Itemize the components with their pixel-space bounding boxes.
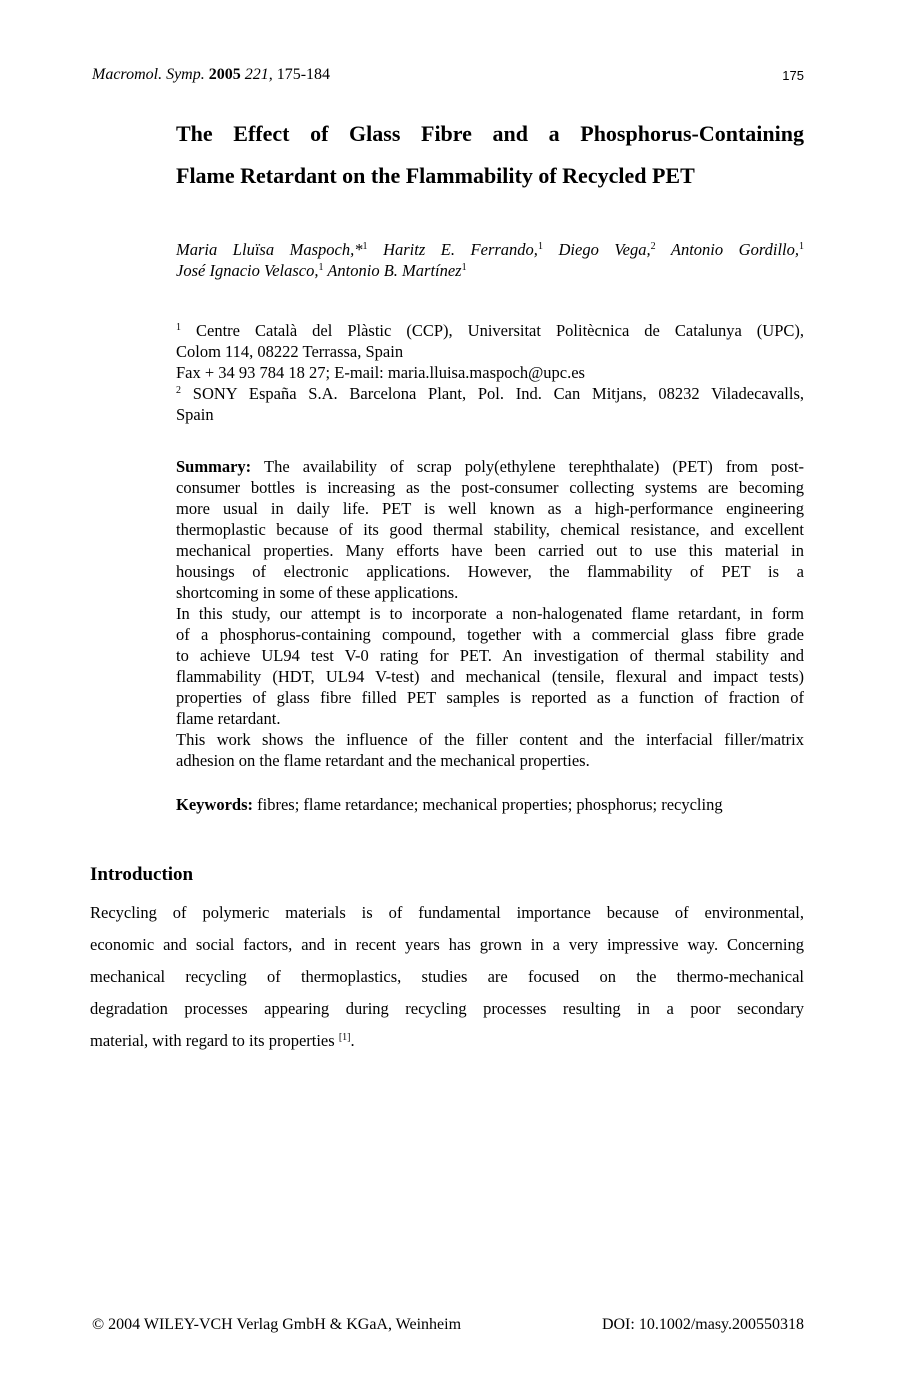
- body-line: economic and social factors, and in recent years has grown in a very impressive way. Concerning: [90, 935, 804, 954]
- affiliation-line: $^1$ Centre Català del Plàstic (CCP), Universitat Politècnica de Catalunya (UPC),: [176, 321, 804, 340]
- abstract-line: of a phosphorus-containing compound, together with a commercial glass fibre grade: [176, 625, 804, 644]
- section-heading: Introduction: [90, 864, 194, 885]
- author: Diego Vega,: [558, 240, 651, 259]
- abstract-line: to achieve UL94 test V-0 rating for PET. An investigation of thermal stability and: [176, 646, 804, 665]
- body-line: material, with regard to its properties [1].: [90, 1031, 355, 1050]
- keywords-label: Keywords:: [176, 795, 253, 814]
- abstract-line: more usual in daily life. PET is well known as a high-performance engineering: [176, 499, 804, 518]
- affiliations: [176, 320, 804, 425]
- author: Antonio B. Martínez: [327, 261, 462, 280]
- citation-ref: [1]: [338, 1032, 351, 1043]
- author-line: Maria Lluïsa Maspoch,*$^1$ Haritz E. Ferrando,$^1$ Diego Vega,$^2$ Antonio Gordillo,$^1$: [176, 240, 805, 259]
- abstract-line: flame retardant.: [176, 709, 281, 728]
- abstract-label: Summary:: [176, 457, 252, 476]
- running-header: [92, 66, 804, 84]
- abstract-line: This work shows the influence of the filler content and the interfacial filler/matrix: [176, 730, 804, 749]
- affiliation-line: $^2$ SONY España S.A. Barcelona Plant, Pol. Ind. Can Mitjans, 08232 Viladecavalls,: [176, 384, 804, 403]
- copyright-notice: © 2004 WILEY-VCH Verlag GmbH & KGaA, Weinheim: [92, 1316, 462, 1333]
- journal-volume: 221,: [244, 66, 273, 83]
- affiliation-line: Colom 114, 08222 Terrassa, Spain: [176, 342, 404, 361]
- title-line: Flame Retardant on the Flammability of Recycled PET: [176, 163, 695, 188]
- author: Maria Lluïsa Maspoch,*: [176, 240, 363, 259]
- abstract-line: flammability (HDT, UL94 V-test) and mechanical (tensile, flexural and impact tests): [176, 667, 804, 686]
- abstract-line: Summary: The availability of scrap poly(ethylene terephthalate) (PET) from post-: [176, 457, 805, 476]
- author: José Ignacio Velasco,: [176, 261, 319, 280]
- journal-pages: 175-184: [276, 66, 331, 83]
- abstract-line: In this study, our attempt is to incorporate a non-halogenated flame retardant, in form: [176, 604, 804, 623]
- keywords: [176, 794, 804, 815]
- abstract-line: housings of electronic applications. However, the flammability of PET is a: [176, 562, 804, 581]
- abstract-line: adhesion on the flame retardant and the mechanical properties.: [176, 751, 590, 770]
- journal-name: Macromol. Symp.: [92, 66, 205, 83]
- title-line: The Effect of Glass Fibre and a Phosphorus-Containing: [176, 121, 804, 146]
- abstract-line: consumer bottles is increasing as the post-consumer collecting systems are becoming: [176, 478, 804, 497]
- author: Antonio Gordillo,: [670, 240, 800, 259]
- body-line: Recycling of polymeric materials is of fundamental importance because of environmental,: [90, 903, 804, 922]
- body-line: degradation processes appearing during recycling processes resulting in a poor secondary: [90, 999, 804, 1018]
- abstract: [176, 456, 804, 771]
- doi: DOI: 10.1002/masy.200550318: [601, 1316, 804, 1333]
- body-line: mechanical recycling of thermoplastics, studies are focused on the thermo-mechanical: [90, 967, 804, 986]
- keywords-text: fibres; flame retardance; mechanical properties; phosphorus; recycling: [257, 795, 723, 814]
- introduction-body: [90, 897, 804, 1057]
- abstract-line: properties of glass fibre filled PET samples is reported as a function of fraction of: [176, 688, 804, 707]
- page-number: 175: [782, 68, 804, 83]
- author-list: [176, 239, 804, 281]
- affiliation-line: Spain: [176, 405, 214, 424]
- journal-year: 2005: [208, 66, 241, 83]
- author-line: José Ignacio Velasco,$^1$ Antonio B. Martínez$^1$: [176, 261, 467, 280]
- paper-title: [176, 113, 804, 197]
- abstract-line: thermoplastic because of its good thermal stability, chemical resistance, and excellent: [176, 520, 804, 539]
- author: Haritz E. Ferrando,: [383, 240, 538, 259]
- abstract-line: shortcoming in some of these applications.: [176, 583, 459, 602]
- abstract-line: mechanical properties. Many efforts have been carried out to use this material in: [176, 541, 804, 560]
- contact-line: Fax + 34 93 784 18 27; E-mail: maria.lluisa.maspoch@upc.es: [176, 363, 585, 382]
